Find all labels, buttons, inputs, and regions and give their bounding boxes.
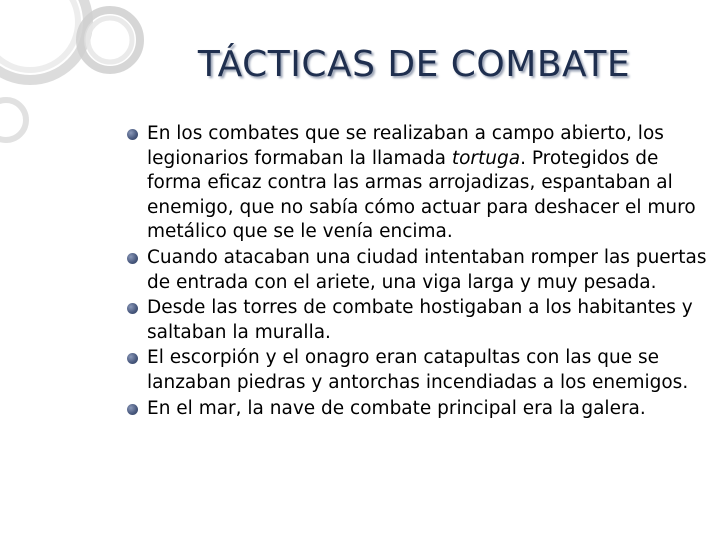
bullet-icon <box>127 353 138 364</box>
bullet-icon <box>127 129 138 140</box>
bullet-icon <box>127 253 138 264</box>
bullet-text: El escorpión y el onagro eran catapultas con las que se lanzaban piedras y antorchas incendiadas a los enemigos. <box>147 347 689 393</box>
decor-ring-lower <box>0 100 26 140</box>
bullet-item <box>125 397 710 422</box>
bullet-text: Cuando atacaban una ciudad intentaban romper las puertas de entrada con el ariete, una viga larga y muy pesada. <box>147 246 707 293</box>
bullet-item <box>125 122 710 245</box>
bullet-text-after: . Protegidos de forma eficaz contra las armas arrojadizas, espantaban al enemigo, que no sabía cómo actuar para deshacer el muro metálico que se le venía encima. <box>147 147 696 243</box>
bullet-emphasis: tortuga <box>451 147 521 169</box>
bullet-text: En el mar, la nave de combate principal era la galera. <box>147 397 646 419</box>
bullet-icon <box>127 404 138 415</box>
bullet-text: En los combates que se realizaban a campo abierto, los legionarios formaban la llamada <box>147 123 664 169</box>
bullet-icon <box>127 303 138 314</box>
decor-ring-large-inner <box>0 0 78 70</box>
bullet-item <box>125 346 710 395</box>
bullet-list <box>125 122 710 422</box>
bullet-text: Desde las torres de combate hostigaban a los habitantes y saltaban la muralla. <box>147 297 693 343</box>
slide-title: TÁCTICAS DE COMBATE <box>197 44 631 85</box>
bullet-item <box>125 246 710 295</box>
bullet-item <box>125 296 710 345</box>
